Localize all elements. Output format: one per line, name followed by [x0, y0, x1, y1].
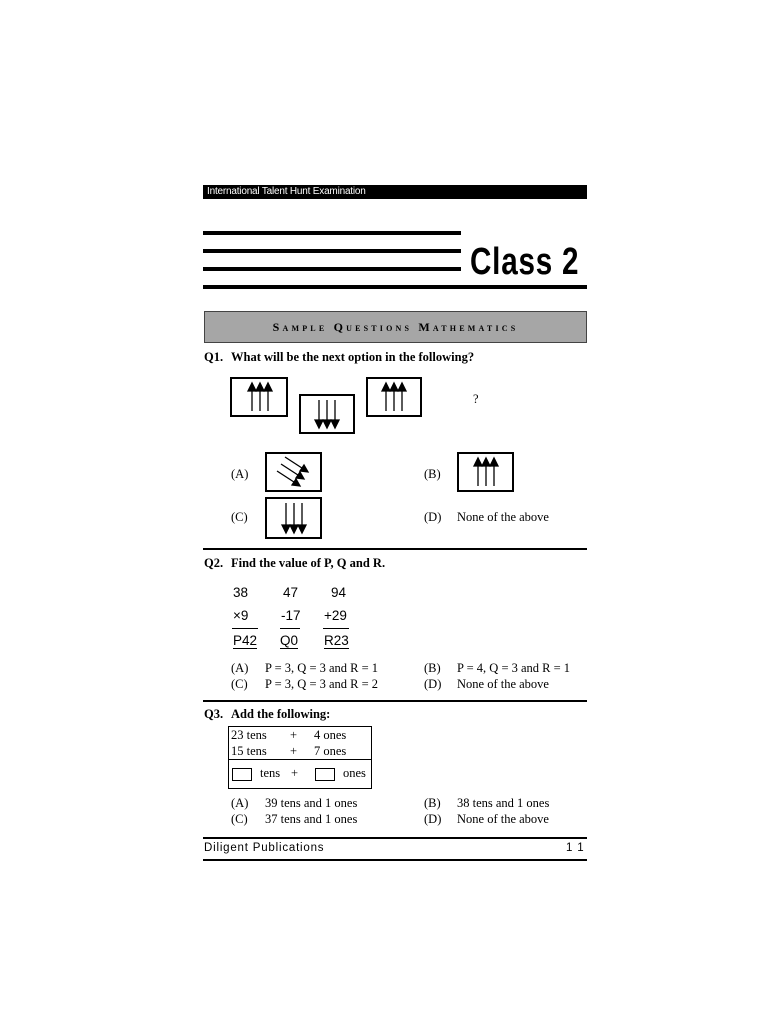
divider-q2-q3 — [203, 700, 587, 702]
q1-figure-1 — [230, 377, 288, 417]
q2-option-c-text[interactable]: P = 3, Q = 3 and R = 2 — [265, 677, 379, 691]
divider-q1-q2 — [203, 548, 587, 550]
q1-option-b-label[interactable]: (B) — [424, 467, 441, 481]
q3-label: Q3. — [204, 707, 224, 721]
exam-name: International Talent Hunt Examination — [207, 186, 366, 197]
q2-cell-r1c1: 38 — [233, 585, 249, 600]
q2-cell-r3c1: P42 — [233, 633, 258, 648]
decor-line-1 — [203, 231, 461, 235]
arrows-up-icon — [232, 379, 286, 415]
q2-cell-r1c2: 47 — [283, 585, 299, 600]
q2-rule-3 — [323, 628, 349, 629]
tens-answer-box[interactable] — [232, 768, 252, 781]
q2-rule-1 — [232, 628, 258, 629]
q3-option-d-label[interactable]: (D) — [424, 812, 442, 826]
q1-option-b-figure[interactable] — [457, 452, 514, 492]
q2-option-b-text[interactable]: P = 4, Q = 3 and R = 1 — [457, 661, 571, 675]
arrows-up-icon — [459, 454, 512, 490]
section-title: Sample Questions Mathematics — [272, 320, 519, 334]
q1-option-d-label[interactable]: (D) — [424, 510, 442, 524]
q3-row-2-ones: 7 ones — [314, 744, 347, 758]
q2-label: Q2. — [204, 556, 224, 570]
q3-option-b-text[interactable]: 38 tens and 1 ones — [457, 796, 550, 810]
q2-cell-r3c2: Q0 — [280, 633, 299, 648]
class-title: Class 2 — [470, 241, 580, 283]
q2-option-a-text[interactable]: P = 3, Q = 3 and R = 1 — [265, 661, 379, 675]
q1-text: What will be the next option in the following? — [231, 350, 475, 364]
decor-line-4 — [203, 285, 587, 289]
exam-header-bar — [203, 185, 587, 199]
q3-option-a-text[interactable]: 39 tens and 1 ones — [265, 796, 358, 810]
q3-option-b-label[interactable]: (B) — [424, 796, 441, 810]
footer-page-number: 1 1 — [566, 842, 585, 854]
q2-option-c-label[interactable]: (C) — [231, 677, 248, 691]
arrows-up-icon — [368, 379, 420, 415]
arrows-diagonal-icon — [267, 454, 320, 490]
q1-unknown-mark: ? — [473, 392, 479, 406]
section-header — [204, 311, 587, 343]
q3-answer-plus: + — [291, 766, 299, 780]
q3-addition-table — [228, 726, 372, 789]
q3-row-2-plus: + — [290, 744, 298, 758]
q2-cell-r2c2: -17 — [281, 608, 301, 623]
q3-option-c-text[interactable]: 37 tens and 1 ones — [265, 812, 358, 826]
decor-line-2 — [203, 249, 461, 253]
q3-row-1-tens: 23 tens — [231, 728, 267, 742]
ones-answer-box[interactable] — [315, 768, 335, 781]
q1-option-a-figure[interactable] — [265, 452, 322, 492]
footer-rule-bottom — [203, 859, 587, 861]
q2-cell-r2c3: +29 — [324, 608, 347, 623]
q1-option-c-figure[interactable] — [265, 497, 322, 539]
q3-row-1-plus: + — [290, 728, 298, 742]
q2-option-d-label[interactable]: (D) — [424, 677, 442, 691]
q1-figure-3 — [366, 377, 422, 417]
q3-option-a-label[interactable]: (A) — [231, 796, 249, 810]
q2-option-a-label[interactable]: (A) — [231, 661, 249, 675]
q2-rule-2 — [280, 628, 300, 629]
q1-figure-2 — [299, 394, 355, 434]
q3-option-d-text[interactable]: None of the above — [457, 812, 549, 826]
q3-row-2 — [229, 743, 371, 759]
q3-row-1 — [229, 727, 371, 743]
q3-answer-row — [229, 759, 371, 788]
q3-row-1-ones: 4 ones — [314, 728, 347, 742]
decor-line-3 — [203, 267, 461, 271]
footer-publisher: Diligent Publications — [204, 842, 325, 854]
q3-row-2-tens: 15 tens — [231, 744, 267, 758]
footer-rule-top — [203, 837, 587, 839]
q2-option-d-text[interactable]: None of the above — [457, 677, 549, 691]
q3-option-c-label[interactable]: (C) — [231, 812, 248, 826]
q1-option-c-label[interactable]: (C) — [231, 510, 248, 524]
q3-answer-ones-label: ones — [343, 766, 366, 780]
arrows-down-icon — [267, 499, 320, 537]
q2-text: Find the value of P, Q and R. — [231, 556, 386, 570]
q3-answer-tens-label: tens — [260, 766, 281, 780]
q2-cell-r1c3: 94 — [331, 585, 347, 600]
q1-label: Q1. — [204, 350, 224, 364]
q3-text: Add the following: — [231, 707, 331, 721]
q1-option-a-label[interactable]: (A) — [231, 467, 249, 481]
q2-option-b-label[interactable]: (B) — [424, 661, 441, 675]
q1-option-d-text[interactable]: None of the above — [457, 510, 549, 524]
q2-cell-r2c1: ×9 — [233, 608, 249, 623]
q2-cell-r3c3: R23 — [324, 633, 349, 648]
arrows-down-icon — [301, 396, 353, 432]
